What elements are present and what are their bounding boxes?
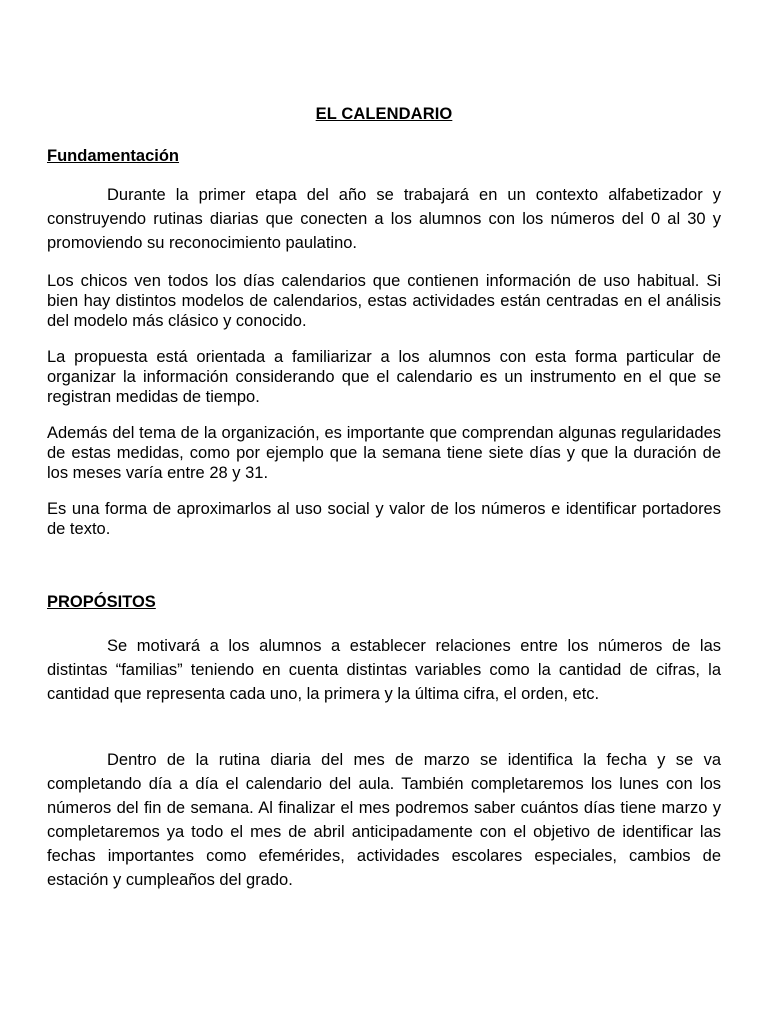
paragraph-fundamentacion-1: Durante la primer etapa del año se trabajará en un contexto alfabetizador y construyendo rutinas diarias que conecten a los alumnos con los números del 0 al 30 y promoviendo su reconocimiento paulatino. [47, 186, 721, 252]
section-heading-propositos: PROPÓSITOS [47, 593, 156, 611]
paragraph-fundamentacion-3: La propuesta está orientada a familiarizar a los alumnos con esta forma particular de organizar la información considerando que el calendario es un instrumento en el que se registran medidas de tiempo. [47, 348, 721, 406]
paragraph-propositos-2: Dentro de la rutina diaria del mes de marzo se identifica la fecha y se va completando día a día el calendario del aula. También completaremos los lunes con los números del fin de semana. Al finalizar el mes podremos saber cuántos días tiene marzo y completaremos ya todo el mes de abril anticipadamente con el objetivo de identificar las fechas importantes como efemérides, actividades escolares especiales, cambios de estación y cumpleaños del grado. [47, 751, 721, 889]
paragraph-fundamentacion-4: Además del tema de la organización, es importante que comprendan algunas regularidades de estas medidas, como por ejemplo que la semana tiene siete días y que la duración de los meses varía entre 28 y 31. [47, 424, 721, 482]
document-title: EL CALENDARIO [315, 105, 453, 123]
section-heading-fundamentacion: Fundamentación [47, 147, 180, 165]
document-page [47, 0, 721, 1024]
paragraph-fundamentacion-2: Los chicos ven todos los días calendarios que contienen información de uso habitual. Si bien hay distintos modelos de calendarios, estas actividades están centradas en el análisis del modelo más clásico y conocido. [47, 272, 721, 330]
paragraph-propositos-1: Se motivará a los alumnos a establecer relaciones entre los números de las distintas “familias” teniendo en cuenta distintas variables como la cantidad de cifras, la cantidad que representa cada uno, la primera y la última cifra, el orden, etc. [47, 637, 721, 703]
paragraph-fundamentacion-5: Es una forma de aproximarlos al uso social y valor de los números e identificar portadores de texto. [47, 500, 721, 538]
